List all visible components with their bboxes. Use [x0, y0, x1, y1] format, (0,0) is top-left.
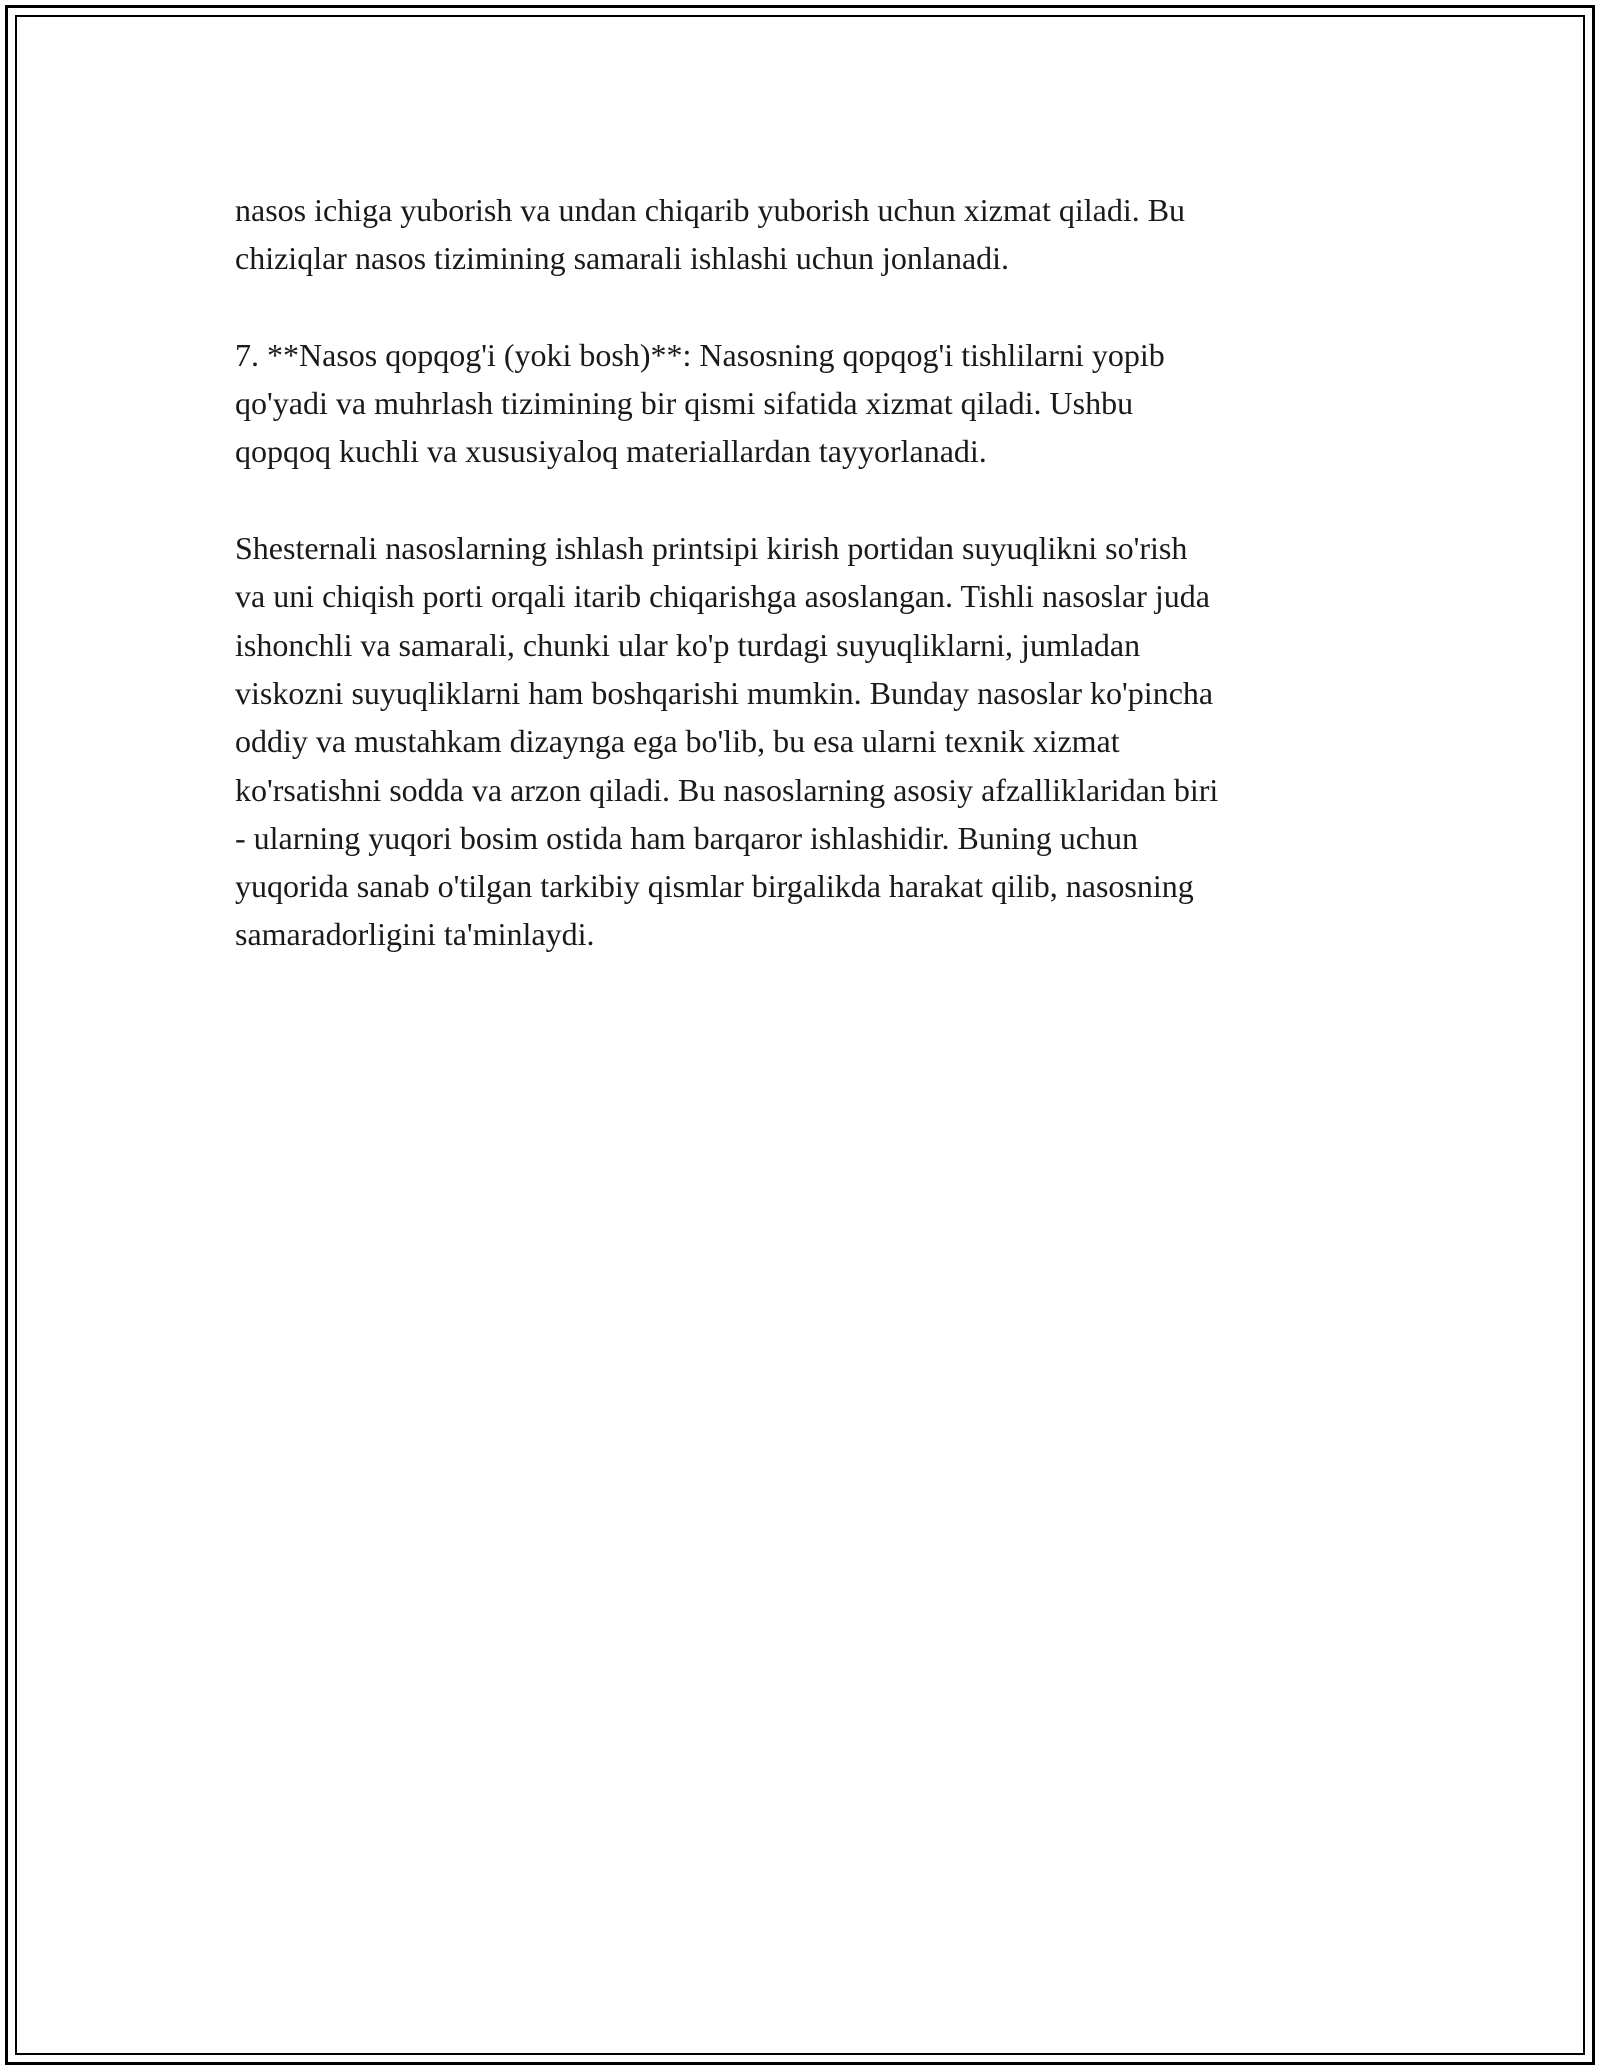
paragraph-working-principle — [235, 524, 1375, 959]
text-line: Shesternali nasoslarning ishlash printsipi kirish portidan suyuqlikni so'rish — [235, 530, 1188, 567]
document-body — [235, 186, 1375, 1007]
text-line: oddiy va mustahkam dizaynga ega bo'lib, bu esa ularni texnik xizmat — [235, 723, 1120, 760]
text-line: va uni chiqish porti orqali itarib chiqarishga asoslangan. Tishli nasoslar juda — [235, 578, 1210, 615]
text-line: ishonchli va samarali, chunki ular ko'p turdagi suyuqliklarni, jumladan — [235, 626, 1141, 663]
text-line: viskozni suyuqliklarni ham boshqarishi mumkin. Bunday nasoslar ko'pincha — [235, 674, 1214, 711]
text-line: samaradorligini ta'minlaydi. — [235, 916, 595, 953]
text-line: 7. **Nasos qopqog'i (yoki bosh)**: Nasosning qopqog'i tishlilarni yopib — [235, 336, 1165, 373]
text-line: qopqoq kuchli va xususiyaloq materiallardan tayyorlanadi. — [235, 433, 987, 470]
text-line: - ularning yuqori bosim ostida ham barqaror ishlashidir. Buning uchun — [235, 819, 1138, 856]
paragraph-pump-cover — [235, 331, 1375, 476]
text-line: ko'rsatishni sodda va arzon qiladi. Bu nasoslarning asosiy afzalliklaridan biri — [235, 771, 1219, 808]
paragraph-intake-lines — [235, 186, 1375, 283]
text-line: chiziqlar nasos tizimining samarali ishlashi uchun jonlanadi. — [235, 240, 1010, 277]
text-line: nasos ichiga yuborish va undan chiqarib yuborish uchun xizmat qiladi. Bu — [235, 192, 1186, 228]
text-line: qo'yadi va muhrlash tizimining bir qismi sifatida xizmat qiladi. Ushbu — [235, 385, 1134, 422]
text-line: yuqorida sanab o'tilgan tarkibiy qismlar birgalikda harakat qilib, nasosning — [235, 868, 1194, 905]
